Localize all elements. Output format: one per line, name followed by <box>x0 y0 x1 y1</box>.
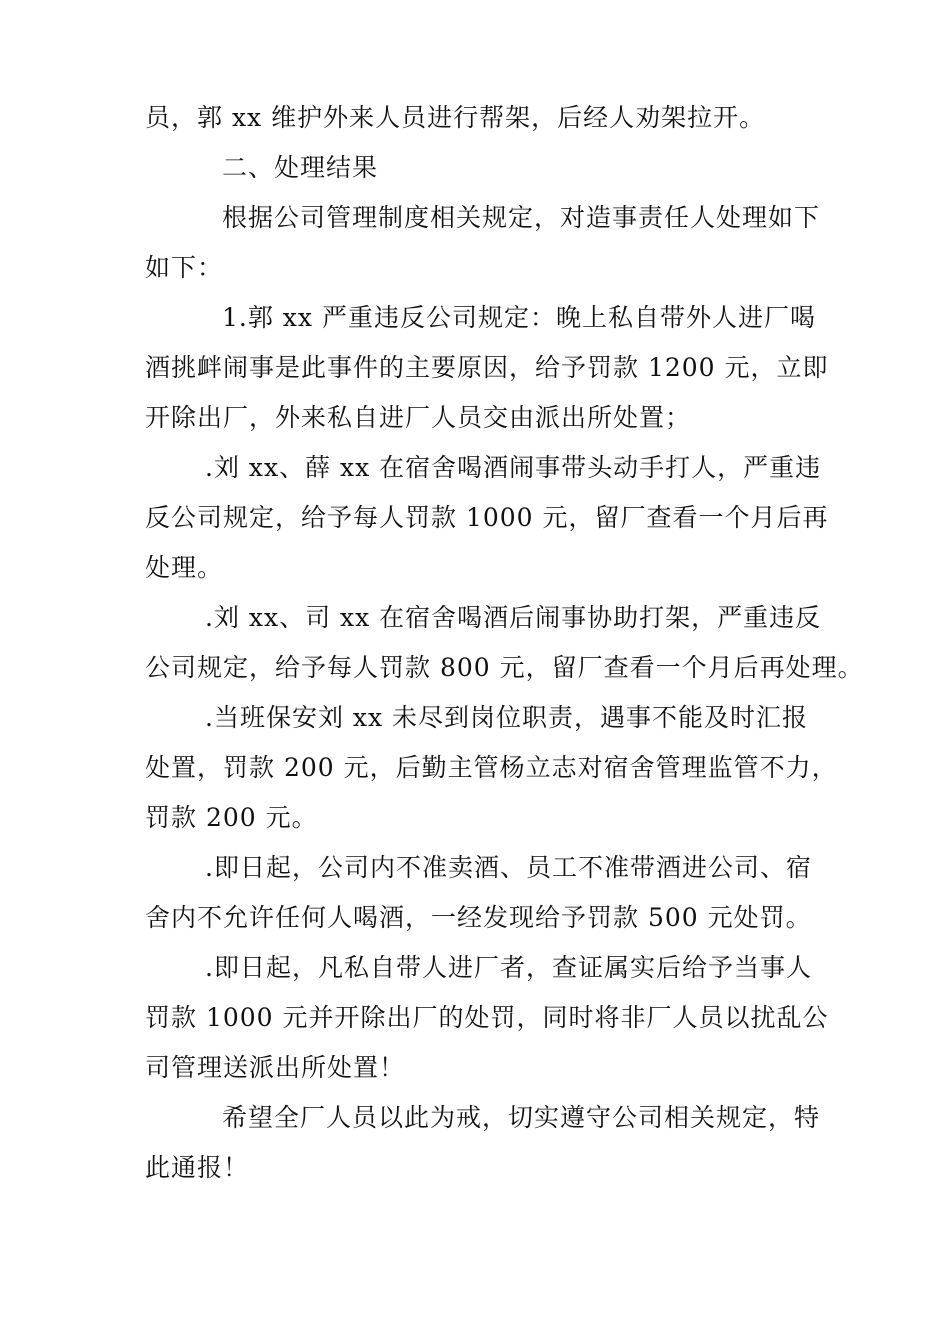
list-item-line: 1.郭 xx 严重违反公司规定：晚上私自带外人进厂喝 <box>222 303 816 332</box>
paragraph-line: 根据公司管理制度相关规定，对造事责任人处理如下 <box>222 203 821 232</box>
list-item-line: 罚款 200 元。 <box>145 803 318 832</box>
paragraph-line: 如下： <box>145 253 224 282</box>
list-item-line: .即日起，公司内不准卖酒、员工不准带酒进公司、宿 <box>205 853 812 882</box>
list-item-line: 酒挑衅闹事是此事件的主要原因，给予罚款 1200 元，立即 <box>145 353 829 382</box>
list-item-line: 处置，罚款 200 元，后勤主管杨立志对宿舍管理监管不力， <box>145 753 838 782</box>
list-item-line: .刘 xx、司 xx 在宿舍喝酒后闹事协助打架，严重违反 <box>205 603 822 632</box>
list-item-line: 反公司规定，给予每人罚款 1000 元，留厂查看一个月后再 <box>145 503 829 532</box>
list-item-line: 罚款 1000 元并开除出厂的处罚，同时将非厂人员以扰乱公 <box>145 1003 829 1032</box>
list-item-line: 处理。 <box>145 553 224 582</box>
closing-line: 此通报！ <box>145 1153 250 1182</box>
list-item-line: .当班保安刘 xx 未尽到岗位职责，遇事不能及时汇报 <box>205 703 809 732</box>
list-item-line: 开除出厂，外来私自进厂人员交由派出所处置； <box>145 403 692 432</box>
section-heading: 二、处理结果 <box>222 153 379 182</box>
list-item-line: 舍内不允许任何人喝酒，一经发现给予罚款 500 元处罚。 <box>145 903 812 932</box>
list-item-line: .刘 xx、薛 xx 在宿舍喝酒闹事带头动手打人，严重违 <box>205 453 822 482</box>
paragraph-line: 员，郭 xx 维护外来人员进行帮架，后经人劝架拉开。 <box>145 103 766 132</box>
closing-line: 希望全厂人员以此为戒，切实遵守公司相关规定，特 <box>222 1103 821 1132</box>
list-item-line: 公司规定，给予每人罚款 800 元，留厂查看一个月后再处理。 <box>145 653 864 682</box>
list-item-line: 司管理送派出所处置！ <box>145 1053 406 1082</box>
list-item-line: .即日起，凡私自带人进厂者，查证属实后给予当事人 <box>205 953 812 982</box>
